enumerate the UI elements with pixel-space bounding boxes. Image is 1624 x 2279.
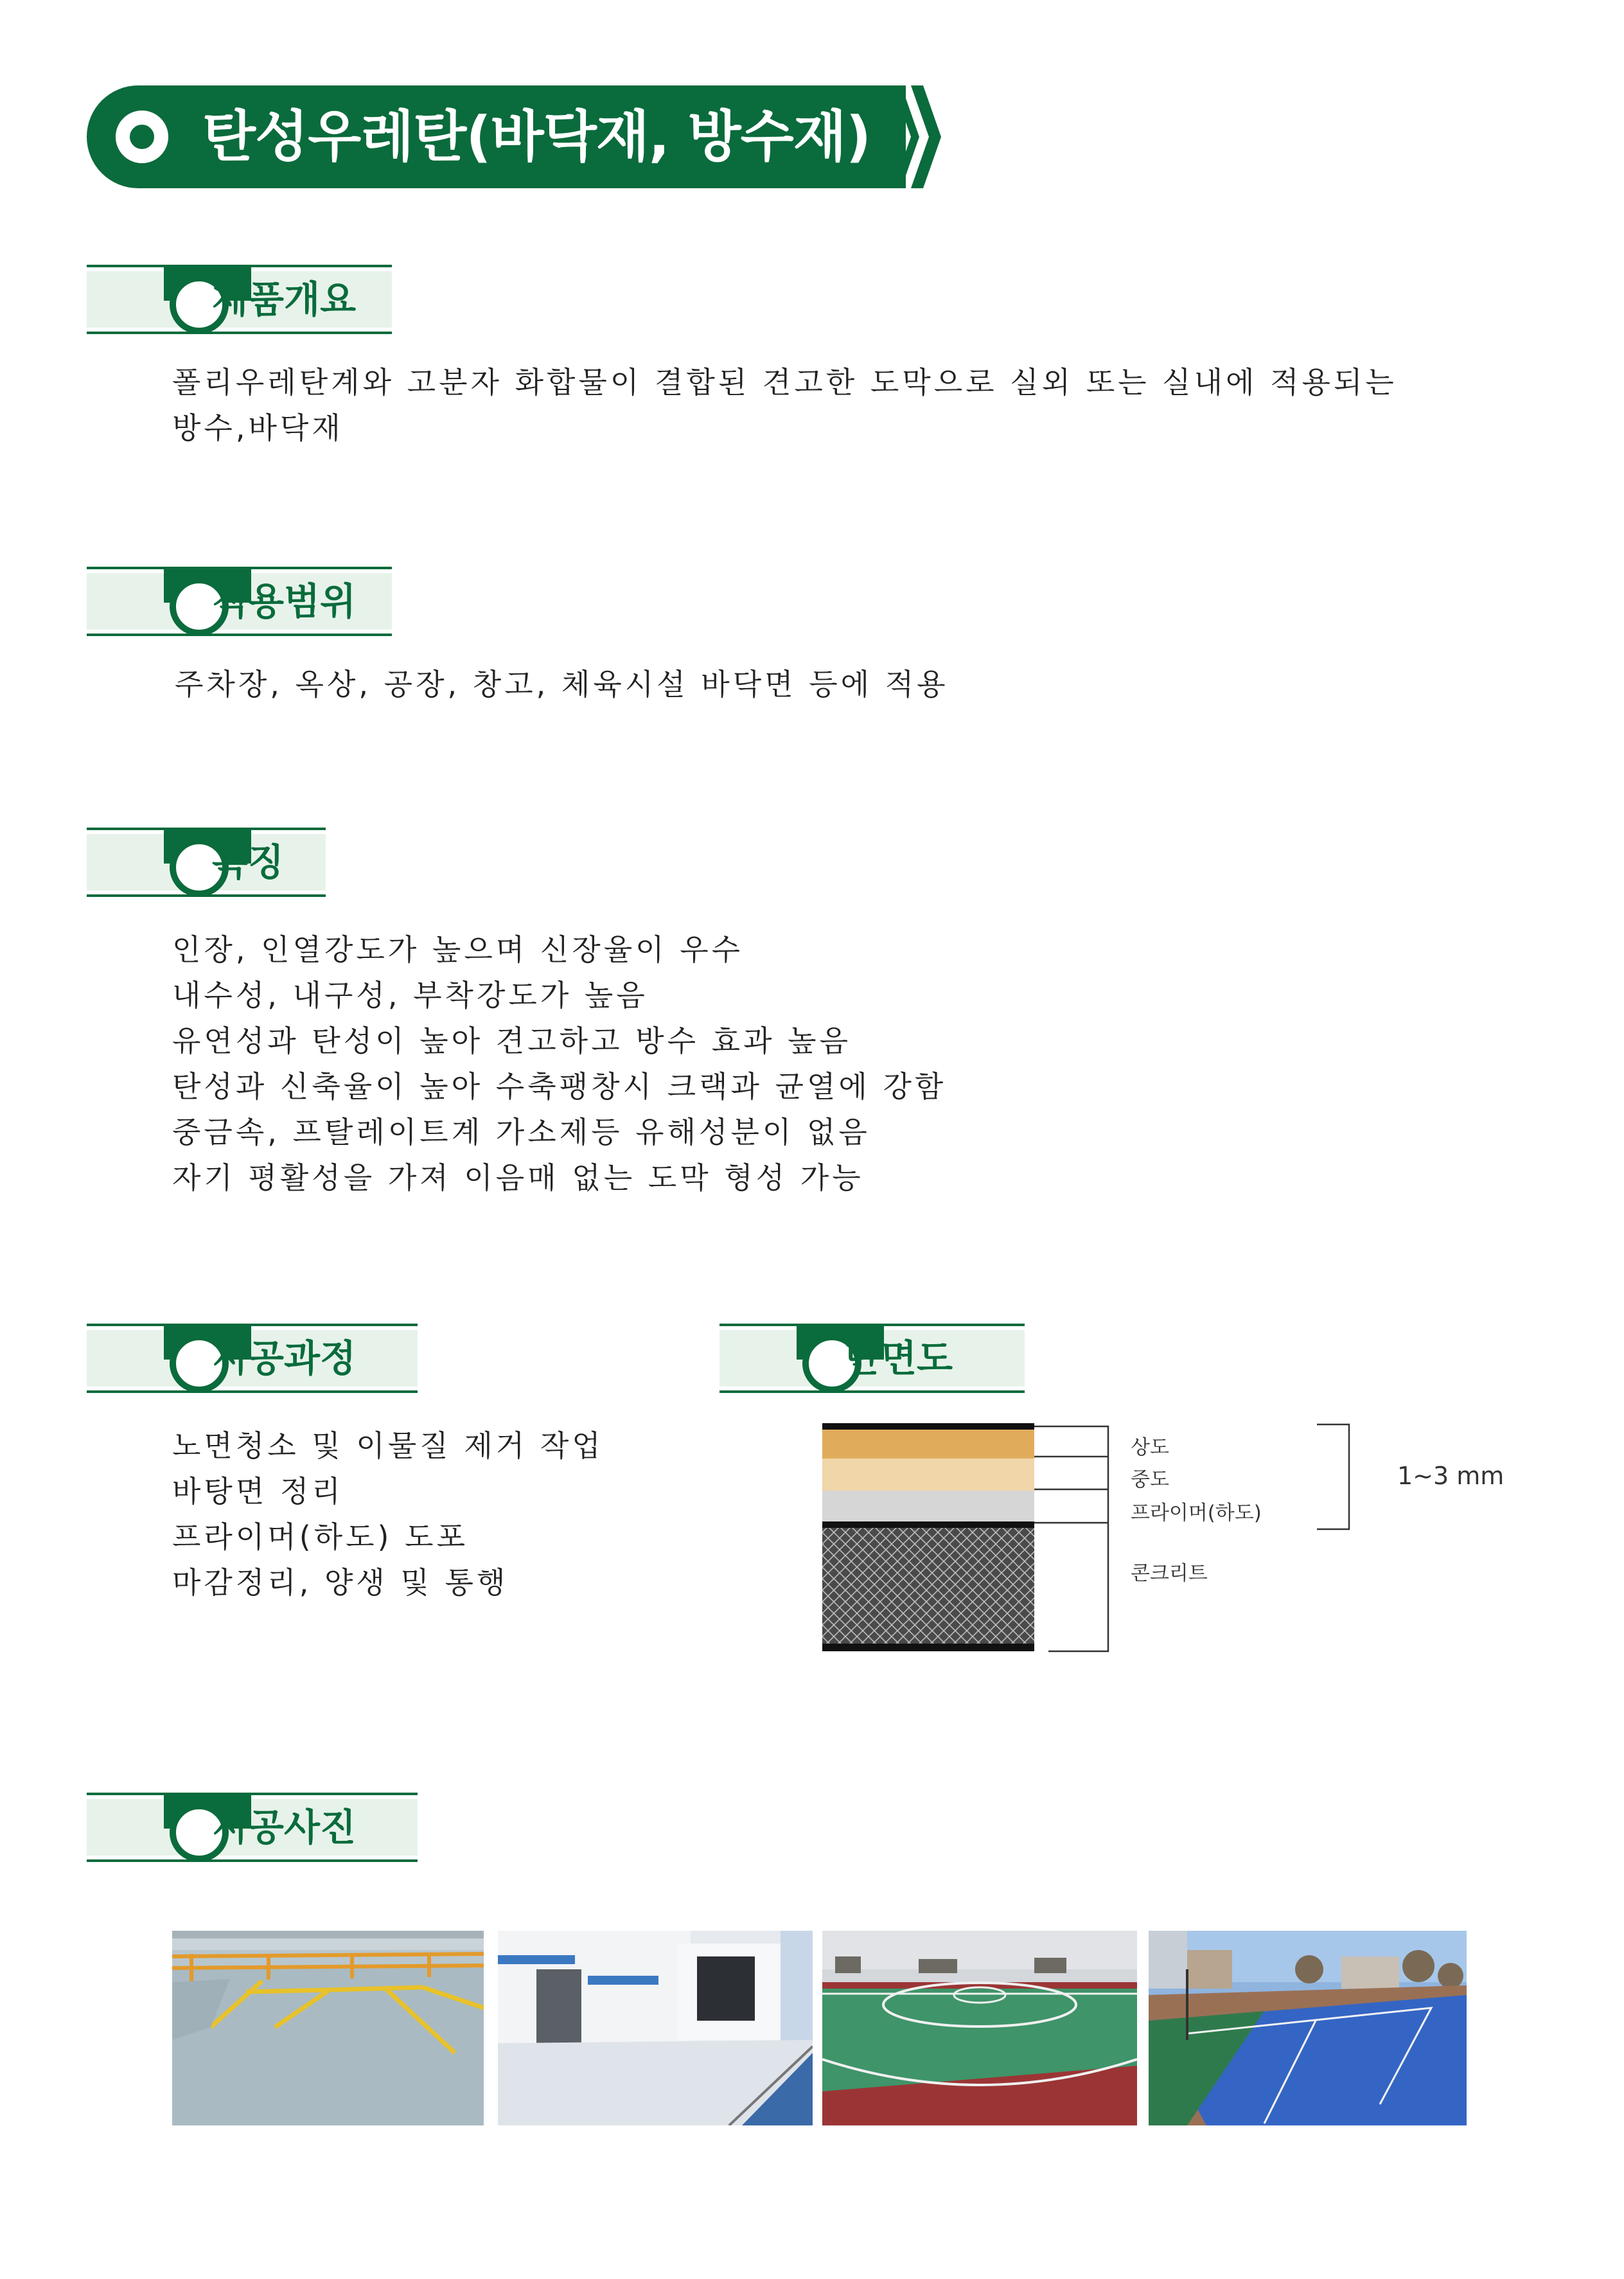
layer-label-top: 상도 — [1131, 1436, 1169, 1459]
section-header-photos — [87, 1793, 418, 1862]
outdoor-court-green-photo — [822, 1931, 1137, 2125]
section-header-process — [87, 1324, 418, 1393]
section-header-features — [87, 828, 326, 897]
layer-label-concrete: 콘크리트 — [1131, 1562, 1208, 1585]
section-title: 시공과정 — [212, 1336, 357, 1380]
list-item: 자기 평활성을 가져 이음매 없는 도막 형성 가능 — [172, 1160, 864, 1195]
layer-middle-coat — [822, 1459, 1034, 1491]
section-header-cross-section — [719, 1324, 1025, 1393]
list-item: 노면청소 및 이물질 제거 작업 — [172, 1428, 604, 1463]
top-border — [822, 1423, 1034, 1430]
features-list — [172, 927, 946, 1201]
text-line: 주차장, 옥상, 공장, 창고, 체육시설 바닥면 등에 적용 — [175, 667, 949, 702]
overview-text — [172, 360, 1397, 451]
scope-text — [175, 662, 949, 707]
list-item: 중금속, 프탈레이트계 가소제등 유해성분이 없음 — [172, 1115, 870, 1149]
list-item: 바탕면 정리 — [172, 1474, 344, 1509]
process-list — [172, 1423, 604, 1606]
section-title: 시공사진 — [212, 1805, 357, 1849]
list-item: 마감정리, 양생 및 통행 — [172, 1565, 509, 1600]
list-item: 내수성, 내구성, 부착강도가 높음 — [172, 978, 648, 1013]
list-item: 인장, 인열강도가 높으며 신장율이 우수 — [172, 932, 744, 967]
thickness-label: 1~3 mm — [1397, 1462, 1505, 1490]
layer-top-coat — [822, 1430, 1034, 1459]
list-item: 탄성과 신축율이 높아 수축팽창시 크랙과 균열에 강함 — [172, 1069, 947, 1104]
section-title: 제품개요 — [212, 278, 357, 321]
layer-label-middle: 중도 — [1131, 1468, 1169, 1491]
text-line: 폴리우레탄계와 고분자 화합물이 결합된 견고한 도막으로 실외 또는 실내에 적용되는 — [172, 365, 1397, 400]
section-title: 특징 — [212, 840, 285, 884]
title-banner — [87, 85, 941, 188]
thickness-bracket — [1317, 1424, 1349, 1529]
outdoor-court-blue-photo — [1149, 1931, 1467, 2125]
list-item: 유연성과 탄성이 높아 견고하고 방수 효과 높음 — [172, 1024, 852, 1058]
rooftop-floor-photo — [498, 1931, 813, 2125]
layer-primer — [822, 1491, 1034, 1521]
layer-concrete — [822, 1528, 1034, 1644]
text-line: 방수,바닥재 — [172, 411, 344, 445]
list-item: 프라이머(하도) 도포 — [172, 1520, 469, 1554]
page-title: 탄성우레탄(바닥재, 방수재) — [202, 105, 871, 169]
cross-section-diagram — [822, 1417, 1529, 1676]
section-header-scope — [87, 567, 392, 636]
cross-section-figure — [822, 1417, 1529, 1674]
parking-deck-photo — [172, 1931, 484, 2125]
section-header-overview — [87, 265, 392, 334]
bottom-border — [822, 1644, 1034, 1651]
primer-border — [822, 1521, 1034, 1528]
layer-label-primer: 프라이머(하도) — [1131, 1502, 1262, 1525]
section-title: 적용범위 — [212, 580, 357, 623]
section-title: 단면도 — [845, 1336, 953, 1380]
